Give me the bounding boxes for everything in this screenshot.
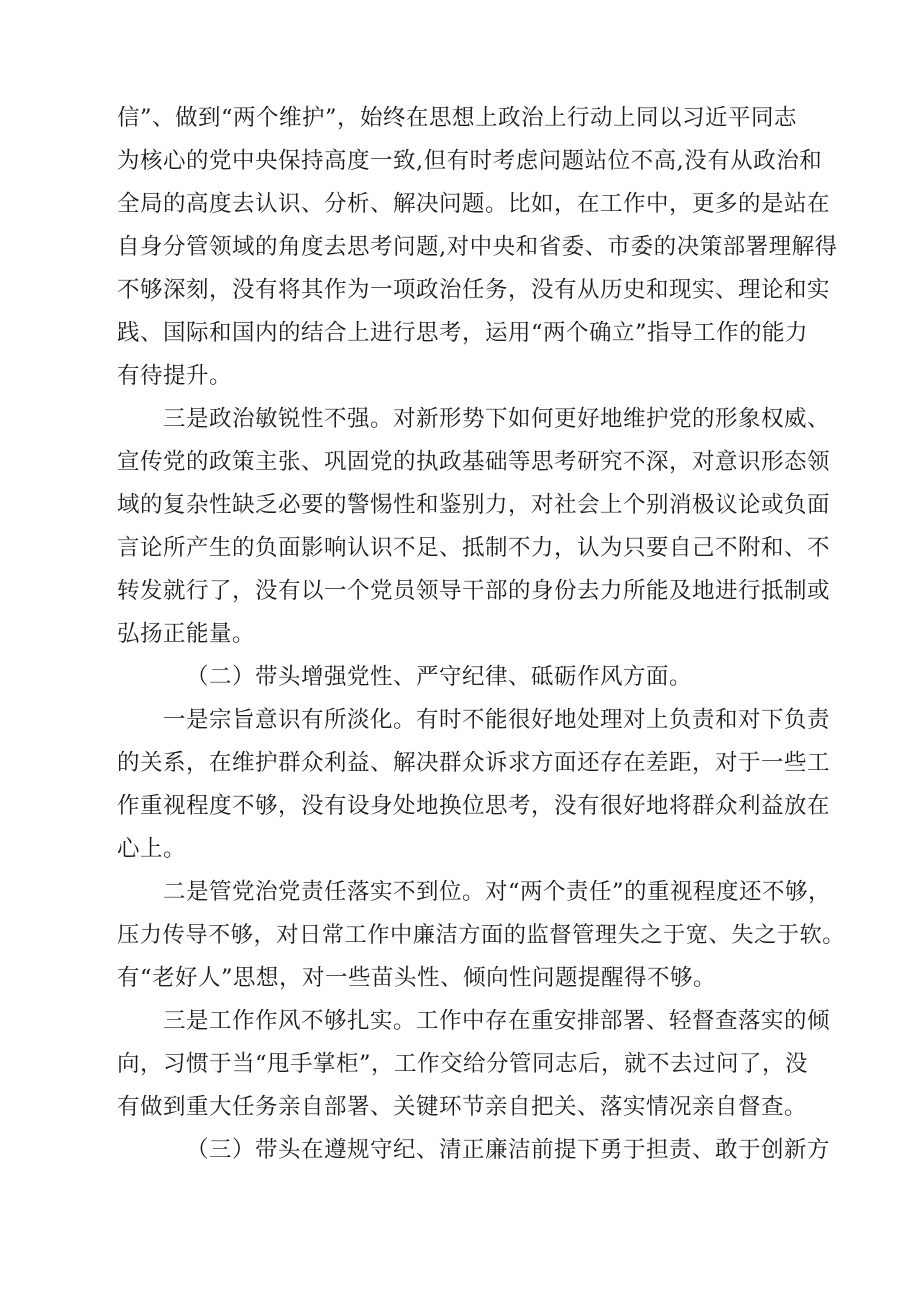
text-line: 自身分管领域的角度去思考问题,对中央和省委、市委的决策部署理解得 (117, 234, 838, 260)
section-heading: （二）带头增强党性、严守纪律、砥砺作风方面。 (186, 664, 693, 690)
paragraph-first-line: 三是政治敏锐性不强。对新形势下如何更好地维护党的形象权威、 (163, 406, 831, 432)
text-line: 言论所产生的负面影响认识不足、抵制不力，认为只要自己不附和、不 (117, 535, 831, 561)
text-line: 有“老好人”思想，对一些苗头性、倾向性问题提醒得不够。 (117, 965, 717, 991)
text-line: 践、国际和国内的结合上进行思考，运用“两个确立”指导工作的能力 (117, 320, 809, 346)
text-line: 作重视程度不够，没有设身处地换位思考，没有很好地将群众利益放在 (117, 793, 831, 819)
text-line: 有做到重大任务亲自部署、关键环节亲自把关、落实情况亲自督查。 (117, 1094, 808, 1120)
text-line: 不够深刻，没有将其作为一项政治任务，没有从历史和现实、理论和实 (117, 277, 831, 303)
paragraph-first-line: 二是管党治党责任落实不到位。对“两个责任”的重视程度还不够， (163, 879, 832, 905)
text-line: 全局的高度去认识、分析、解决问题。比如，在工作中，更多的是站在 (117, 191, 831, 217)
text-line: 心上。 (117, 836, 187, 862)
text-line: 信”、做到“两个维护”，始终在思想上政治上行动上同以习近平同志 (117, 105, 798, 131)
text-line: 的关系，在维护群众利益、解决群众诉求方面还存在差距，对于一些工 (117, 750, 831, 776)
paragraph-first-line: 三是工作作风不够扎实。工作中存在重安排部署、轻督查落实的倾 (163, 1008, 831, 1034)
text-line: 压力传导不够，对日常工作中廉洁方面的监督管理失之于宽、失之于软。 (117, 922, 845, 948)
text-line: 为核心的党中央保持高度一致,但有时考虑问题站位不高,没有从政治和 (117, 148, 823, 174)
section-heading: （三）带头在遵规守纪、清正廉洁前提下勇于担责、敢于创新方 (186, 1137, 831, 1163)
text-line: 弘扬正能量。 (117, 621, 256, 647)
text-line: 向，习惯于当“甩手掌柜”，工作交给分管同志后，就不去过问了，没 (117, 1051, 809, 1077)
text-line: 宣传党的政策主张、巩固党的执政基础等思考研究不深，对意识形态领 (117, 449, 831, 475)
text-line: 有待提升。 (117, 363, 233, 389)
text-line: 域的复杂性缺乏必要的警惕性和鉴别力，对社会上个别消极议论或负面 (117, 492, 831, 518)
text-line: 转发就行了，没有以一个党员领导干部的身份去力所能及地进行抵制或 (117, 578, 831, 604)
paragraph-first-line: 一是宗旨意识有所淡化。有时不能很好地处理对上负责和对下负责 (163, 707, 831, 733)
